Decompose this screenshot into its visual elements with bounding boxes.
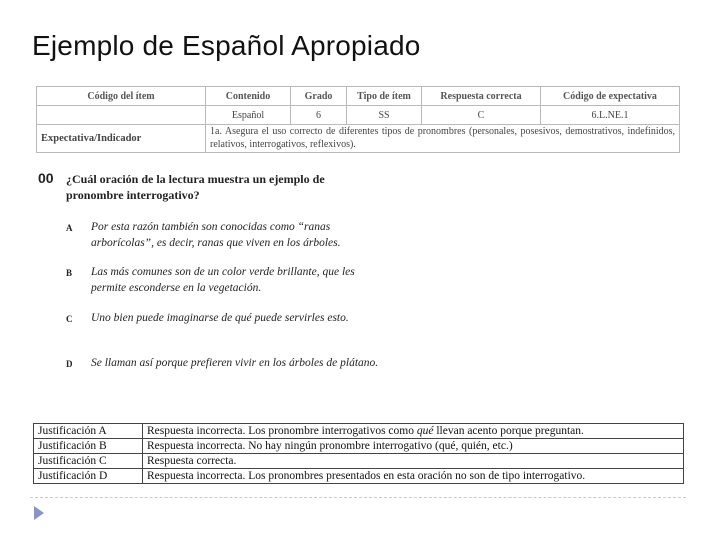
metadata-value-row bbox=[37, 106, 680, 125]
footer-divider bbox=[30, 497, 686, 498]
value-item-code bbox=[37, 106, 206, 125]
justification-row-d bbox=[34, 469, 684, 484]
option-c-text: Uno bien puede imaginarse de qué puede servirles esto. bbox=[91, 312, 349, 324]
justification-c-label: Justificación C bbox=[34, 454, 143, 469]
header-correct-answer: Respuesta correcta bbox=[422, 87, 541, 106]
value-item-type: SS bbox=[347, 106, 422, 125]
expectation-text: 1a. Asegura el uso correcto de diferentes tipos de pronombres (personales, posesivos, demostrativos, indefinidos, relativos, interrogativos, reflexivos). bbox=[206, 125, 680, 153]
header-item-code: Código del ítem bbox=[37, 87, 206, 106]
justification-table bbox=[33, 423, 684, 484]
value-correct-answer: C bbox=[422, 106, 541, 125]
value-content: Español bbox=[206, 106, 291, 125]
justification-d-text: Respuesta incorrecta. Los pronombres presentados en esta oración no son de tipo interrogativo. bbox=[143, 469, 684, 484]
justification-a-text: Respuesta incorrecta. Los pronombre interrogativos como qué llevan acento porque preguntan. bbox=[143, 424, 684, 439]
justification-a-label: Justificación A bbox=[34, 424, 143, 439]
header-expectation-code: Código de expectativa bbox=[541, 87, 680, 106]
value-grade: 6 bbox=[291, 106, 347, 125]
item-metadata-table bbox=[36, 86, 680, 153]
option-b-text: Las más comunes son de un color verde brillante, que les permite esconderse en la vegetación. bbox=[91, 266, 355, 295]
justification-d-label: Justificación D bbox=[34, 469, 143, 484]
justification-row-a bbox=[34, 424, 684, 439]
justification-row-b bbox=[34, 439, 684, 454]
value-expectation-code: 6.L.NE.1 bbox=[541, 106, 680, 125]
expectation-label: Expectativa/Indicador bbox=[37, 125, 206, 153]
justification-b-label: Justificación B bbox=[34, 439, 143, 454]
question-text: ¿Cuál oración de la lectura muestra un ejemplo de pronombre interrogativo? bbox=[66, 172, 325, 202]
header-content: Contenido bbox=[206, 87, 291, 106]
metadata-header-row bbox=[37, 87, 680, 106]
option-c-letter: C bbox=[66, 314, 73, 324]
justification-b-text: Respuesta incorrecta. No hay ningún pronombre interrogativo (qué, quién, etc.) bbox=[143, 439, 684, 454]
option-d-letter: D bbox=[66, 359, 73, 369]
expectation-row bbox=[37, 125, 680, 153]
slide-title: Ejemplo de Español Apropiado bbox=[32, 30, 421, 61]
justification-row-c bbox=[34, 454, 684, 469]
option-a-text: Por esta razón también son conocidas como “ranas arborícolas”, es decir, ranas que viven en los árboles. bbox=[91, 221, 341, 250]
next-slide-arrow-icon[interactable] bbox=[34, 506, 44, 520]
header-grade: Grado bbox=[291, 87, 347, 106]
justification-c-text: Respuesta correcta. bbox=[143, 454, 684, 469]
option-b-letter: B bbox=[66, 268, 73, 278]
option-a-letter: A bbox=[66, 223, 73, 233]
question-number: 00 bbox=[38, 170, 54, 186]
header-item-type: Tipo de ítem bbox=[347, 87, 422, 106]
option-d-text: Se llaman así porque prefieren vivir en los árboles de plátano. bbox=[91, 357, 379, 369]
